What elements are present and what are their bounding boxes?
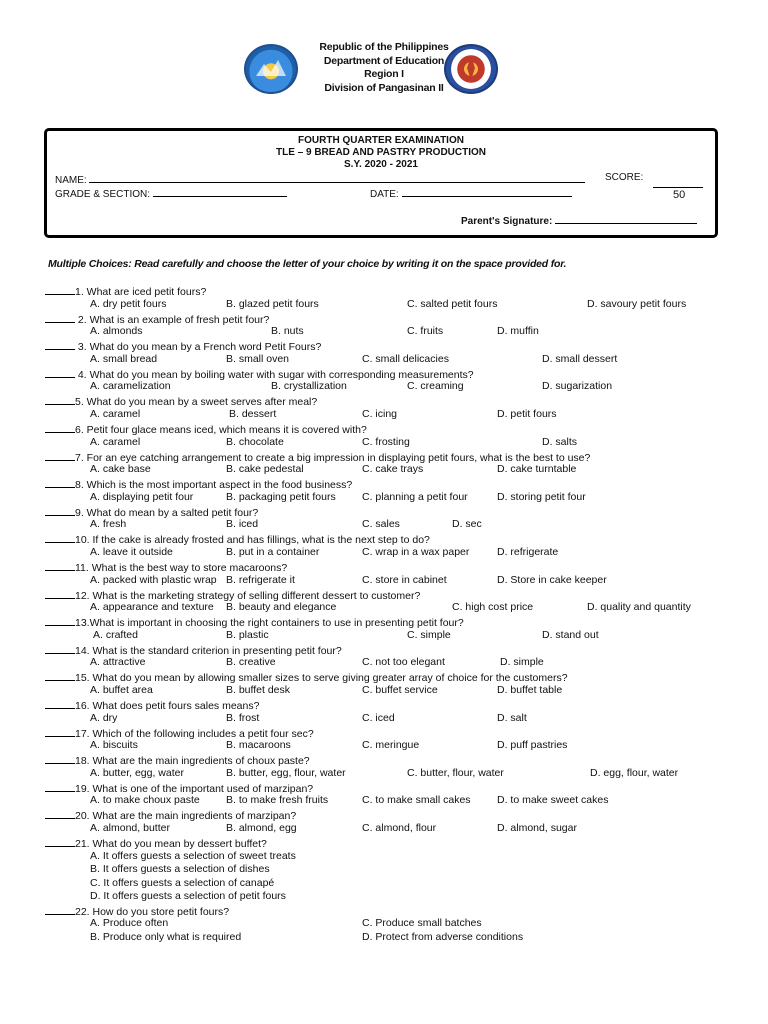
answer-option: D. storing petit four [497,490,586,503]
answer-blank[interactable] [45,394,75,405]
answer-option: D. petit fours [497,407,557,420]
answer-option: A. biscuits [90,739,138,752]
answer-blank[interactable] [45,367,75,378]
answer-blank[interactable] [45,904,75,915]
answer-blank[interactable] [45,808,75,819]
answer-option: C. frosting [362,435,410,448]
score-total: 50 [673,189,686,201]
answer-option: C. It offers guests a selection of canapé [90,876,275,889]
question-text: 13.What is important in choosing the right containers to use in presenting petit four? [75,617,464,630]
answer-blank[interactable] [45,284,75,295]
answer-blank[interactable] [45,726,75,737]
answer-blank[interactable] [45,477,75,488]
name-field [55,172,585,187]
score-input-line[interactable] [653,187,703,188]
answer-option: B. iced [226,518,259,531]
date-field [370,186,572,201]
answer-option: B. put in a container [226,545,320,558]
answer-option: D. savoury petit fours [587,297,687,310]
answer-option: B. plastic [226,628,269,641]
answer-option: A. appearance and texture [90,601,214,614]
answer-option: C. fruits [407,325,444,338]
exam-title: FOURTH QUARTER EXAMINATION [298,135,464,146]
answer-option: D. Store in cake keeper [497,573,607,586]
question-text: 1. What are iced petit fours? [75,286,207,298]
answer-option: C. high cost price [452,601,534,614]
question-text: 18. What are the main ingredients of choux paste? [75,755,310,768]
parent-signature-field [461,213,697,228]
answer-option: D. almond, sugar [497,821,577,834]
answer-option: A. caramel [90,435,141,448]
answer-option: A. to make choux paste [90,794,200,807]
score-label: SCORE: [605,172,644,183]
answer-option: D. to make sweet cakes [497,794,609,807]
answer-option: D. stand out [542,628,599,641]
answer-blank[interactable] [45,753,75,764]
header-line-region: Region I [364,68,404,80]
answer-option: A. small bread [90,352,158,365]
date-label: DATE: [370,189,399,200]
question-text: 11. What is the best way to store macaroons? [75,562,288,574]
grade-section-field [55,186,287,201]
question-text: 14. What is the standard criterion in presenting petit four? [75,644,342,657]
answer-option: C. to make small cakes [362,794,471,807]
answer-option: C. small delicacies [362,352,449,365]
question-2 [45,312,269,327]
grade-section-label: GRADE & SECTION: [55,189,151,200]
answer-option: B. cake pedestal [226,463,304,476]
name-label: NAME: [55,175,87,186]
question-5 [45,394,317,409]
exam-subject: TLE – 9 BREAD AND PASTRY PRODUCTION [275,147,487,158]
header-line-republic: Republic of the Philippines [319,41,449,53]
answer-option: A. Produce often [90,917,169,929]
answer-option: D. small dessert [542,352,618,365]
answer-option: B. crystallization [271,380,347,393]
question-text: 8. Which is the most important aspect in the food business? [75,479,353,492]
answer-option: D. buffet table [497,683,563,696]
answer-option: D. quality and quantity [587,601,691,614]
answer-option: C. wrap in a wax paper [362,545,470,558]
parent-signature-input-line[interactable] [555,213,697,224]
answer-blank[interactable] [45,615,75,626]
answer-option: C. buffet service [362,683,438,696]
answer-option: B. refrigerate it [226,573,295,586]
answer-option: C. not too elegant [362,656,445,669]
answer-blank[interactable] [45,422,75,433]
answer-option: B. almond, egg [226,821,297,834]
answer-option: B. macaroons [226,739,291,752]
answer-option: B. to make fresh fruits [226,794,329,807]
answer-blank[interactable] [45,781,75,792]
answer-option: B. chocolate [226,435,284,448]
answer-option: C. Produce small batches [362,917,482,929]
answer-blank[interactable] [45,560,75,571]
answer-option: C. cake trays [362,463,424,476]
question-text: 22. How do you store petit fours? [75,905,230,918]
answer-option: B. nuts [271,325,304,338]
answer-blank[interactable] [45,698,75,709]
answer-option: B. frost [226,711,260,724]
answer-option: A. butter, egg, water [90,766,184,779]
date-input-line[interactable] [402,186,572,197]
answer-option: B. creative [226,656,276,669]
answer-option: C. meringue [362,739,420,752]
answer-option: C. icing [362,407,398,420]
name-input-line[interactable] [89,172,585,183]
answer-option: B. glazed petit fours [226,297,319,310]
answer-option: D. Protect from adverse conditions [362,930,524,943]
question-text: 6. Petit four glace means iced, which means it is covered with? [75,424,367,436]
question-text: 15. What do you mean by allowing smaller sizes to serve giving greater array of choice for the customers? [75,672,568,685]
question-text: 2. What is an example of fresh petit four? [75,313,270,326]
answer-blank[interactable] [45,339,75,350]
answer-option: A. crafted [93,628,138,641]
answer-option: A. displaying petit four [90,490,194,503]
answer-option: C. creaming [407,380,464,393]
question-text: 10. If the cake is already frosted and has fillings, what is the next step to do? [75,534,430,547]
answer-blank[interactable] [45,312,75,323]
parent-signature-label: Parent's Signature: [461,216,553,227]
answer-blank[interactable] [45,450,75,461]
question-text: 7. For an eye catching arrangement to create a big impression in displaying petit fours, what is the best to use? [75,451,591,464]
answer-option: C. butter, flour, water [407,766,504,779]
answer-option: A. almonds [90,325,143,338]
answer-option: B. butter, egg, flour, water [226,766,346,779]
question-text: 16. What does petit fours sales means? [75,700,260,712]
answer-option: A. buffet area [90,683,153,696]
question-text: 12. What is the marketing strategy of selling different dessert to customer? [75,589,421,602]
answer-option: C. iced [362,711,395,724]
answer-option: D. refrigerate [497,545,559,558]
answer-option: D. muffin [497,325,539,338]
answer-blank[interactable] [45,532,75,543]
answer-option: A. leave it outside [90,545,173,558]
answer-option: D. puff pastries [497,739,568,752]
answer-option: D. sugarization [542,380,613,393]
answer-option: D. salts [542,435,578,448]
question-text: 20. What are the main ingredients of marzipan? [75,810,297,823]
question-text: 17. Which of the following includes a petit four sec? [75,727,314,740]
header-line-department: Department of Education [323,54,445,67]
answer-option: B. small oven [226,352,290,365]
answer-option: C. planning a petit four [362,490,468,503]
question-text: 9. What do mean by a salted petit four? [75,506,259,519]
answer-blank[interactable] [45,670,75,681]
answer-option: C. store in cabinet [362,573,447,586]
answer-option: A. fresh [90,518,127,531]
exam-school-year: S.Y. 2020 - 2021 [344,159,418,170]
answer-option: C. almond, flour [362,821,437,834]
division-seal-icon [244,44,298,94]
answer-option: C. simple [407,628,451,641]
question-text: 19. What is one of the important used of marzipan? [75,782,314,795]
answer-option: D. sec [452,518,482,531]
question-text: 4. What do you mean by boiling water with sugar with corresponding measurements? [75,368,474,381]
answer-option: C. salted petit fours [407,297,498,310]
answer-option: D. cake turntable [497,463,577,476]
answer-option: D. It offers guests a selection of petit fours [90,890,286,902]
answer-blank[interactable] [45,588,75,599]
answer-option: D. egg, flour, water [590,766,679,779]
question-text: 21. What do you mean by dessert buffet? [75,838,267,850]
answer-option: A. attractive [90,656,146,669]
instructions: Multiple Choices: Read carefully and choose the letter of your choice by writing it on the space provided for. [48,258,567,270]
answer-option: B. dessert [229,407,277,420]
school-header [300,41,468,95]
question-text: 3. What do you mean by a French word Petit Fours? [75,341,322,354]
grade-section-input-line[interactable] [153,186,287,197]
answer-option: A. caramelization [90,380,171,393]
answer-option: A. dry [90,711,118,724]
answer-option: D. salt [497,711,527,724]
question-text: 5. What do you mean by a sweet serves after meal? [75,396,318,409]
answer-option: B. Produce only what is required [90,930,242,943]
answer-option: C. sales [362,518,400,531]
answer-option: B. beauty and elegance [226,601,337,614]
answer-option: A. dry petit fours [90,297,167,310]
answer-option: A. cake base [90,463,151,476]
answer-blank[interactable] [45,505,75,516]
answer-option: A. It offers guests a selection of sweet treats [90,849,296,862]
answer-option: B. It offers guests a selection of dishes [90,863,270,875]
answer-option: A. almond, butter [90,821,170,834]
answer-option: D. simple [500,656,544,669]
answer-blank[interactable] [45,643,75,654]
answer-blank[interactable] [45,836,75,847]
header-line-division: Division of Pangasinan II [324,81,444,94]
answer-option: A. caramel [90,407,141,420]
answer-option: B. buffet desk [226,683,291,696]
answer-option: B. packaging petit fours [226,490,336,503]
exam-info-box [44,128,718,238]
answer-option: A. packed with plastic wrap [90,573,217,586]
